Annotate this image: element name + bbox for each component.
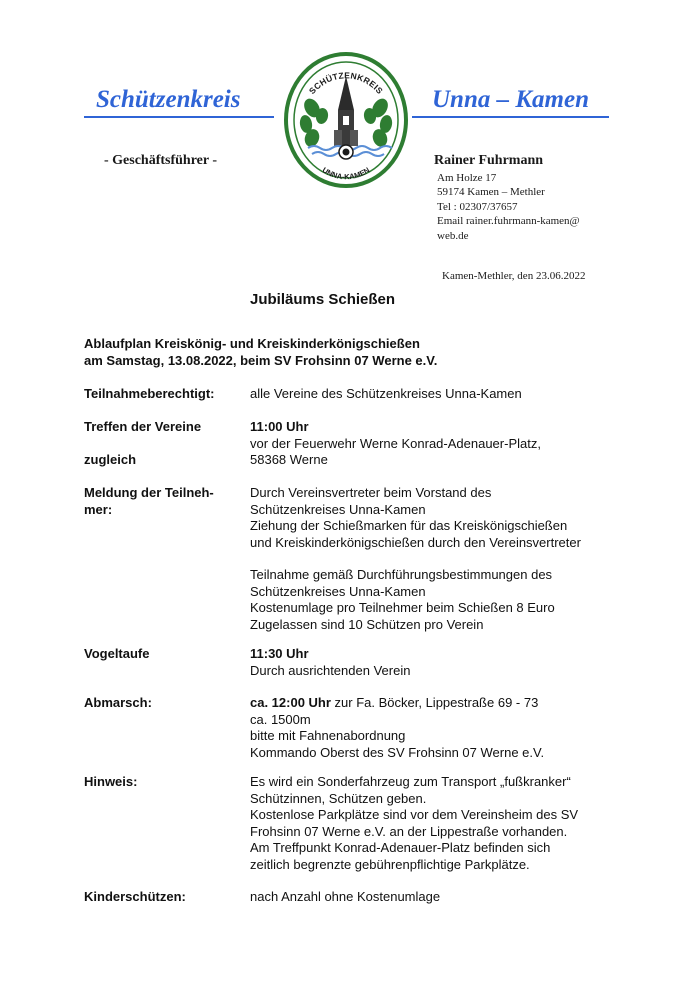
address-email-part2: web.de	[437, 229, 469, 242]
label-treffen: Treffen der Vereine	[84, 419, 202, 434]
content-meldung	[250, 485, 650, 633]
office-role-label: - Geschäftsführer -	[104, 153, 218, 168]
hinweis-line: Es wird ein Sonderfahrzeug zum Transport „fußkranker“	[250, 774, 571, 789]
letterhead-title-left: Schützenkreis	[96, 86, 241, 113]
hinweis-line: Am Treffpunkt Konrad-Adenauer-Platz befinden sich	[250, 840, 551, 855]
treffen-location: vor der Feuerwehr Werne Konrad-Adenauer-Platz,	[250, 435, 541, 451]
meldung-line: Kostenumlage pro Teilnehmer beim Schießen 8 Euro	[250, 600, 555, 615]
letterhead-title-right: Unna – Kamen	[432, 86, 589, 113]
content-kinder: nach Anzahl ohne Kostenumlage	[250, 889, 441, 904]
subtitle	[84, 335, 437, 369]
label-zugleich: zugleich	[84, 452, 137, 467]
meldung-line: Zugelassen sind 10 Schützen pro Verein	[250, 616, 484, 632]
abmarsch-time: ca. 12:00 Uhr	[250, 695, 331, 710]
abmarsch-first-line	[250, 695, 650, 712]
title-underline-right	[412, 116, 609, 118]
subtitle-line-2: am Samstag, 13.08.2022, beim SV Frohsinn 07 Werne e.V.	[84, 353, 438, 368]
hinweis-line: Frohsinn 07 Werne e.V. an der Lippestraße vorhanden.	[250, 823, 568, 839]
sender-name: Rainer Fuhrmann	[434, 153, 544, 168]
document-title: Jubiläums Schießen	[250, 291, 396, 308]
content-treffen	[250, 419, 650, 452]
content-zugleich: 58368 Werne	[250, 452, 328, 467]
meldung-spacer	[250, 551, 650, 567]
abmarsch-line: Kommando Oberst des SV Frohsinn 07 Werne e.V.	[250, 744, 545, 760]
label-kinder: Kinderschützen:	[84, 889, 186, 904]
abmarsch-destination: zur Fa. Böcker, Lippestraße 69 - 73	[330, 695, 539, 710]
logo-bottom-text: UNNA-KAMEN	[320, 165, 372, 182]
treffen-time: 11:00 Uhr	[250, 419, 309, 434]
label-meldung-line-2: mer:	[84, 501, 113, 517]
subtitle-line-1: Ablaufplan Kreiskönig- und Kreiskinderkönigschießen	[84, 336, 420, 351]
hinweis-line: Kostenlose Parkplätze sind vor dem Vereinsheim des SV	[250, 807, 579, 822]
label-hinweis: Hinweis:	[84, 774, 138, 789]
label-meldung-line-1: Meldung der Teilneh-	[84, 485, 214, 500]
title-underline-left	[84, 116, 274, 118]
label-meldung	[84, 485, 214, 518]
meldung-line: Teilnahme gemäß Durchführungsbestimmungen des	[250, 567, 553, 582]
target-icon	[339, 145, 353, 159]
vogeltaufe-text: Durch ausrichtenden Verein	[250, 662, 411, 678]
meldung-line: Schützenkreises Unna-Kamen	[250, 583, 426, 599]
vogeltaufe-time: 11:30 Uhr	[250, 646, 309, 661]
logo-top-text: SCHÜTZENKREIS	[306, 70, 386, 96]
content-hinweis	[250, 774, 650, 873]
hinweis-line: zeitlich begrenzte gebührenpflichtige Parkplätze.	[250, 856, 530, 872]
sender-address	[437, 171, 580, 243]
content-abmarsch	[250, 695, 650, 761]
address-phone: Tel : 02307/37657	[437, 200, 518, 213]
meldung-line: Schützenkreises Unna-Kamen	[250, 501, 426, 517]
label-vogeltaufe: Vogeltaufe	[84, 646, 150, 661]
content-vogeltaufe	[250, 646, 650, 679]
date-line: Kamen-Methler, den 23.06.2022	[442, 270, 586, 282]
address-street: Am Holze 17	[437, 172, 497, 184]
hinweis-line: Schützinnen, Schützen geben.	[250, 790, 427, 806]
address-city: 59174 Kamen – Methler	[437, 186, 545, 199]
content-teilnahme: alle Vereine des Schützenkreises Unna-Kamen	[250, 386, 522, 401]
address-email-part1: Email rainer.fuhrmann-kamen@	[437, 215, 580, 228]
abmarsch-line: ca. 1500m	[250, 711, 311, 727]
label-teilnahme: Teilnahmeberechtigt:	[84, 386, 215, 401]
club-logo-emblem	[282, 50, 410, 190]
meldung-line: und Kreiskinderkönigschießen durch den Vereinsvertreter	[250, 534, 581, 550]
label-abmarsch: Abmarsch:	[84, 695, 152, 710]
meldung-line: Durch Vereinsvertreter beim Vorstand des	[250, 485, 492, 500]
meldung-line: Ziehung der Schießmarken für das Kreiskönigschießen	[250, 518, 568, 533]
abmarsch-line: bitte mit Fahnenabordnung	[250, 728, 406, 743]
